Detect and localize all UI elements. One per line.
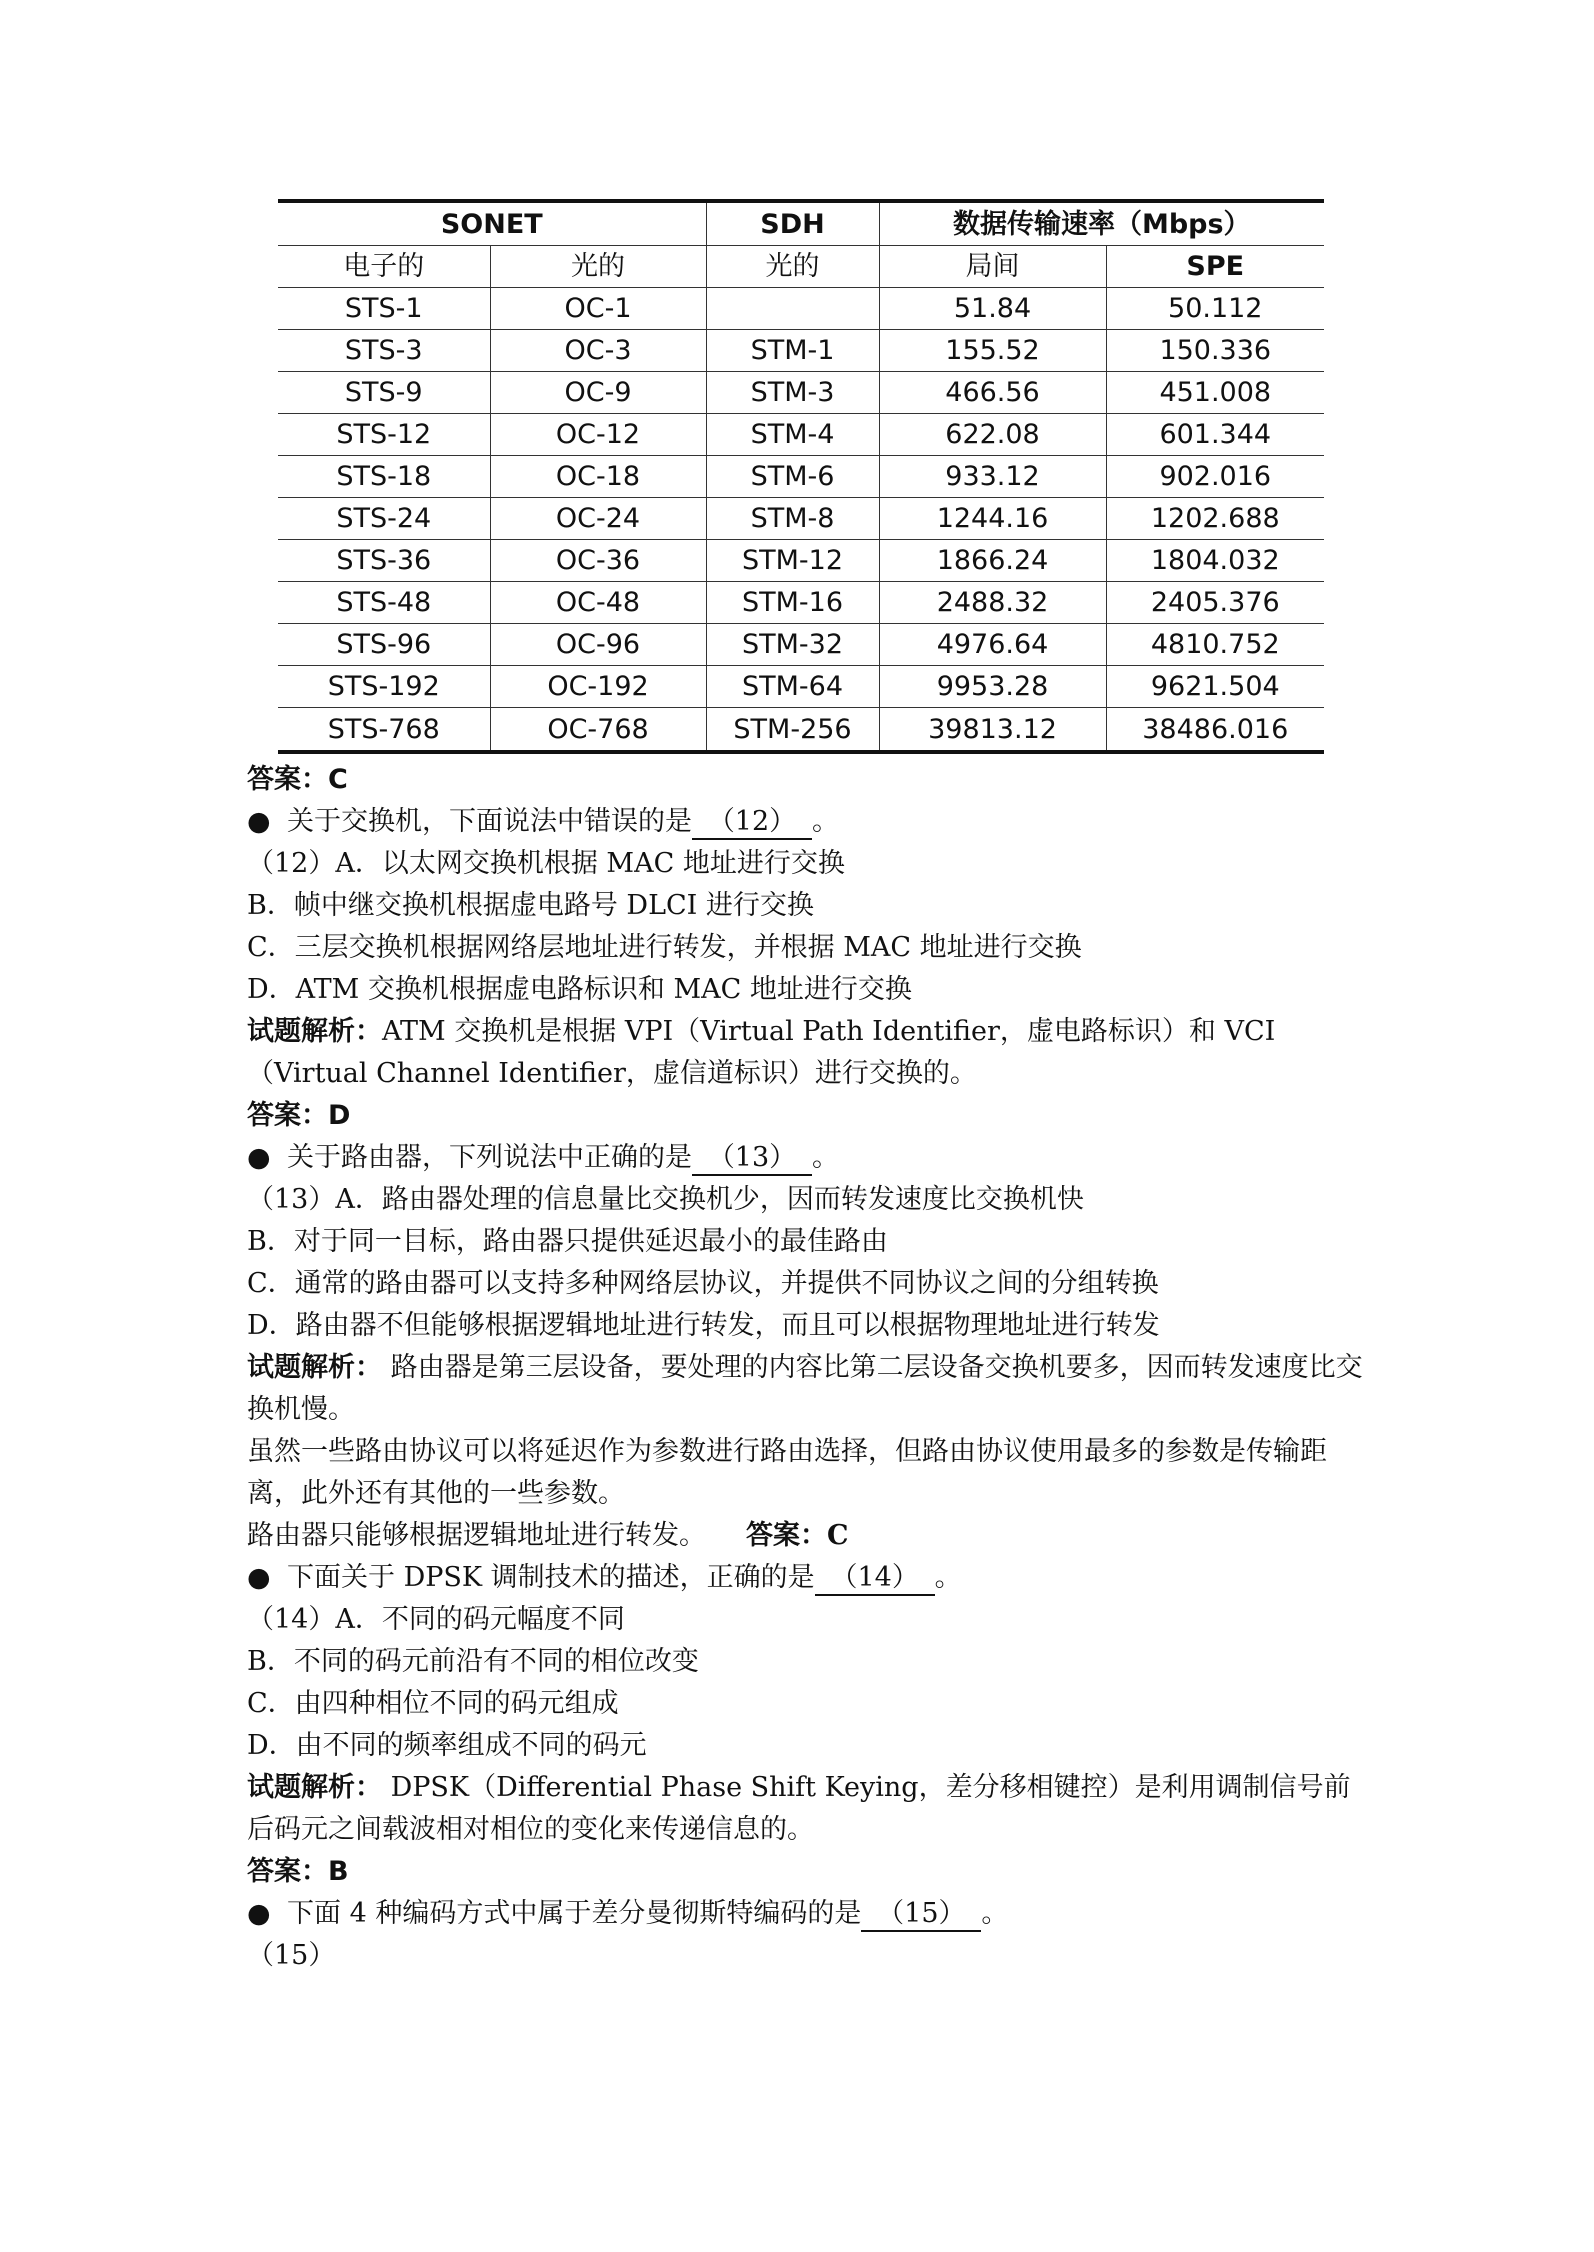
table-cell: 1804.032 — [1106, 540, 1324, 582]
table-cell — [706, 288, 879, 330]
bullet-icon: ● — [247, 806, 271, 837]
header-sdh: SDH — [706, 201, 879, 246]
q13-analysis-text-3: 路由器只能够根据逻辑地址进行转发。 — [247, 1520, 706, 1551]
q14-analysis-text: DPSK（Differential Phase Shift Keying，差分移相键控）是利用调制信号前后码元之间载波相对相位的变化来传递信息的。 — [247, 1772, 1351, 1845]
table-cell: OC-12 — [490, 414, 706, 456]
table-cell: 38486.016 — [1106, 708, 1324, 753]
table-row — [278, 456, 1324, 498]
q13-analysis-text-1: 路由器是第三层设备，要处理的内容比第二层设备交换机要多，因而转发速度比交换机慢。 — [247, 1352, 1363, 1425]
table-cell: STM-4 — [706, 414, 879, 456]
q13-analysis-paragraph-2: 虽然一些路由协议可以将延迟作为参数进行路由选择，但路由协议使用最多的参数是传输距离，此外还有其他的一些参数。 — [247, 1436, 1327, 1509]
table-cell: 4976.64 — [879, 624, 1106, 666]
table-row — [278, 330, 1324, 372]
q12-option-d: D．ATM 交换机根据虚电路标识和 MAC 地址进行交换 — [247, 974, 912, 1005]
bullet-icon: ● — [247, 1562, 271, 1593]
table-cell: STM-12 — [706, 540, 879, 582]
q15-stem — [247, 1893, 1367, 1935]
table-cell: 51.84 — [879, 288, 1106, 330]
q14-answer-line — [247, 1851, 1367, 1893]
q12-stem — [247, 801, 1367, 843]
table-header-row — [278, 201, 1324, 246]
table-cell: STM-3 — [706, 372, 879, 414]
table-cell: 2405.376 — [1106, 582, 1324, 624]
table-cell: STM-256 — [706, 708, 879, 753]
q12-stem-text: 关于交换机，下面说法中错误的是 — [287, 806, 692, 837]
answer-label: 答案： — [746, 1520, 827, 1551]
table-row — [278, 582, 1324, 624]
subheader-optical: 光的 — [490, 246, 706, 288]
table-cell: 9953.28 — [879, 666, 1106, 708]
table-cell: STS-96 — [278, 624, 490, 666]
sonet-sdh-rate-table — [278, 199, 1324, 754]
q13-option-c: C．通常的路由器可以支持多种网络层协议，并提供不同协议之间的分组转换 — [247, 1268, 1159, 1299]
q11-answer: C — [328, 764, 348, 795]
table-cell: STM-6 — [706, 456, 879, 498]
bullet-icon: ● — [247, 1142, 271, 1173]
table-cell: STM-1 — [706, 330, 879, 372]
table-cell: STS-192 — [278, 666, 490, 708]
table-cell: OC-48 — [490, 582, 706, 624]
q14-option-a: （14）A．不同的码元幅度不同 — [247, 1604, 625, 1635]
table-cell: 622.08 — [879, 414, 1106, 456]
table-cell: OC-9 — [490, 372, 706, 414]
table-cell: 4810.752 — [1106, 624, 1324, 666]
table-cell: 451.008 — [1106, 372, 1324, 414]
analysis-label: 试题解析： — [247, 1352, 382, 1383]
q13-analysis-paragraph-3 — [247, 1515, 1367, 1557]
table-cell: OC-96 — [490, 624, 706, 666]
table-cell: STS-24 — [278, 498, 490, 540]
table-cell: 933.12 — [879, 456, 1106, 498]
table-cell: STM-32 — [706, 624, 879, 666]
q12-stem-end: 。 — [812, 806, 839, 837]
table-cell: OC-3 — [490, 330, 706, 372]
table-row — [278, 624, 1324, 666]
q14-stem — [247, 1557, 1367, 1599]
header-rate: 数据传输速率（Mbps） — [879, 201, 1324, 246]
answer-label: 答案： — [247, 1100, 328, 1131]
q14-option-b: B．不同的码元前沿有不同的相位改变 — [247, 1646, 699, 1677]
q12-option-c: C．三层交换机根据网络层地址进行转发，并根据 MAC 地址进行交换 — [247, 932, 1082, 963]
table-cell: OC-1 — [490, 288, 706, 330]
table-row — [278, 414, 1324, 456]
question-content — [247, 759, 1367, 1977]
q15-stem-text: 下面 4 种编码方式中属于差分曼彻斯特编码的是 — [287, 1898, 862, 1929]
table-cell: STS-3 — [278, 330, 490, 372]
table-cell: STS-9 — [278, 372, 490, 414]
q12-answer: D — [328, 1100, 351, 1131]
table-cell: 39813.12 — [879, 708, 1106, 753]
table-row — [278, 498, 1324, 540]
table-cell: 2488.32 — [879, 582, 1106, 624]
q12-option-a: （12）A．以太网交换机根据 MAC 地址进行交换 — [247, 848, 845, 879]
subheader-spe: SPE — [1106, 246, 1324, 288]
table-cell: STM-16 — [706, 582, 879, 624]
q13-option-a: （13）A．路由器处理的信息量比交换机少，因而转发速度比交换机快 — [247, 1184, 1084, 1215]
q14-answer: B — [328, 1856, 349, 1887]
table-row — [278, 666, 1324, 708]
table-cell: 1866.24 — [879, 540, 1106, 582]
q15-label: （15） — [247, 1940, 336, 1971]
q13-blank: （13） — [692, 1142, 812, 1176]
table-cell: STS-768 — [278, 708, 490, 753]
q13-answer: C — [827, 1520, 849, 1551]
q11-answer-line — [247, 759, 1367, 801]
q12-option-b: B．帧中继交换机根据虚电路号 DLCI 进行交换 — [247, 890, 814, 921]
answer-label: 答案： — [247, 1856, 328, 1887]
q13-stem-text: 关于路由器，下列说法中正确的是 — [287, 1142, 692, 1173]
answer-label: 答案： — [247, 764, 328, 795]
q13-stem — [247, 1137, 1367, 1179]
q12-analysis — [247, 1011, 1367, 1095]
analysis-label: 试题解析： — [247, 1016, 382, 1047]
q15-stem-end: 。 — [981, 1898, 1009, 1929]
q13-option-d: D．路由器不但能够根据逻辑地址进行转发，而且可以根据物理地址进行转发 — [247, 1310, 1160, 1341]
q14-stem-end: 。 — [934, 1562, 962, 1593]
table-cell: STM-8 — [706, 498, 879, 540]
table-row — [278, 708, 1324, 753]
bullet-icon: ● — [247, 1898, 271, 1929]
q14-stem-text: 下面关于 DPSK 调制技术的描述，正确的是 — [287, 1562, 815, 1593]
table-cell: STS-1 — [278, 288, 490, 330]
table-cell: 150.336 — [1106, 330, 1324, 372]
q12-analysis-text: ATM 交换机是根据 VPI（Virtual Path Identifier，虚电路标识）和 VCI（Virtual Channel Identifier，虚信道标识）进行交换的。 — [247, 1016, 1276, 1089]
q14-blank: （14） — [815, 1562, 935, 1596]
table-cell: OC-192 — [490, 666, 706, 708]
table-cell: OC-36 — [490, 540, 706, 582]
table-cell: STS-12 — [278, 414, 490, 456]
q13-stem-end: 。 — [812, 1142, 839, 1173]
table-cell: 1244.16 — [879, 498, 1106, 540]
table-subheader-row — [278, 246, 1324, 288]
table-row — [278, 372, 1324, 414]
table-cell: 155.52 — [879, 330, 1106, 372]
q13-analysis — [247, 1347, 1367, 1431]
table-row — [278, 288, 1324, 330]
q13-option-b: B．对于同一目标，路由器只提供延迟最小的最佳路由 — [247, 1226, 888, 1257]
q14-analysis — [247, 1767, 1367, 1851]
header-sonet: SONET — [278, 201, 706, 246]
table-cell: OC-18 — [490, 456, 706, 498]
table-cell: STM-64 — [706, 666, 879, 708]
table-cell: OC-768 — [490, 708, 706, 753]
table-cell: STS-36 — [278, 540, 490, 582]
table-cell: STS-18 — [278, 456, 490, 498]
table-cell: 466.56 — [879, 372, 1106, 414]
q12-blank: （12） — [692, 806, 812, 840]
table-cell: 50.112 — [1106, 288, 1324, 330]
subheader-electrical: 电子的 — [278, 246, 490, 288]
q12-answer-line — [247, 1095, 1367, 1137]
table-cell: 902.016 — [1106, 456, 1324, 498]
q14-option-d: D．由不同的频率组成不同的码元 — [247, 1730, 647, 1761]
table-cell: 1202.688 — [1106, 498, 1324, 540]
table-cell: 9621.504 — [1106, 666, 1324, 708]
q14-option-c: C．由四种相位不同的码元组成 — [247, 1688, 619, 1719]
table-cell: 601.344 — [1106, 414, 1324, 456]
table-cell: STS-48 — [278, 582, 490, 624]
table-row — [278, 540, 1324, 582]
table-cell: OC-24 — [490, 498, 706, 540]
analysis-label: 试题解析： — [247, 1772, 382, 1803]
q15-blank: （15） — [861, 1898, 981, 1932]
subheader-gross: 局间 — [879, 246, 1106, 288]
subheader-sdh-optical: 光的 — [706, 246, 879, 288]
